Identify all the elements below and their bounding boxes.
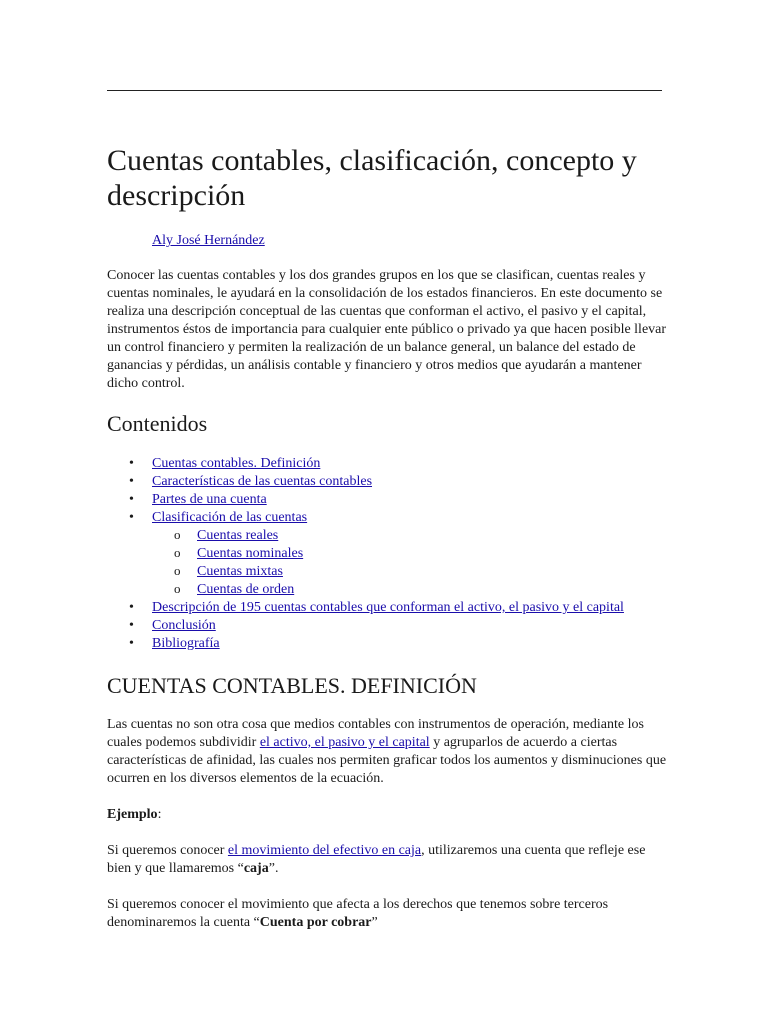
toc-link-descripcion[interactable]: Descripción de 195 cuentas contables que conforman el activo, el pasivo y el capital — [152, 600, 624, 615]
toc-link-reales[interactable]: Cuentas reales — [197, 528, 279, 543]
toc-subitem — [152, 563, 624, 581]
toc-link-orden[interactable]: Cuentas de orden — [197, 582, 295, 597]
definition-text: y agruparlos de acuerdo a ciertas características de afinidad, las cuales nos permiten graficar todos los aumentos y disminuciones que ocurren en los diversos elementos de la ecuación. — [107, 735, 667, 786]
definition-link[interactable]: el activo, el pasivo y el capital — [259, 735, 430, 750]
example1-text: ”. — [268, 861, 279, 876]
example2-text: ” — [371, 915, 378, 930]
example-label-line — [107, 806, 667, 824]
toc-link-nominales[interactable]: Cuentas nominales — [197, 546, 304, 561]
toc-sublist — [152, 527, 624, 599]
toc-subitem — [152, 581, 624, 599]
example-label: Ejemplo — [107, 807, 158, 822]
toc-link-bibliografia[interactable]: Bibliografía — [152, 636, 220, 651]
toc-item — [107, 491, 624, 509]
toc-link-definicion[interactable]: Cuentas contables. Definición — [152, 456, 321, 471]
example1-paragraph — [107, 842, 667, 878]
toc-item — [107, 509, 624, 599]
toc-link-partes[interactable]: Partes de una cuenta — [152, 492, 267, 507]
toc-item — [107, 617, 624, 635]
example2-bold: Cuenta por cobrar — [259, 915, 372, 930]
section-heading: CUENTAS CONTABLES. DEFINICIÓN — [107, 673, 477, 698]
toc-subitem — [152, 545, 624, 563]
toc-link-conclusion[interactable]: Conclusión — [152, 618, 216, 633]
example1-bold: caja — [243, 861, 269, 876]
toc-subitem — [152, 527, 624, 545]
toc-link-caracteristicas[interactable]: Características de las cuentas contables — [152, 474, 373, 489]
table-of-contents — [107, 455, 624, 653]
toc-item — [107, 635, 624, 653]
top-divider — [107, 90, 662, 91]
toc-link-mixtas[interactable]: Cuentas mixtas — [197, 564, 283, 579]
example-colon: : — [157, 807, 162, 822]
document-title: Cuentas contables, clasificación, concepto y descripción — [107, 144, 637, 212]
definition-paragraph — [107, 716, 667, 788]
example1-link[interactable]: el movimiento del efectivo en caja — [227, 843, 422, 858]
example2-text: Si queremos conocer el movimiento que afecta a los derechos que tenemos sobre terceros denominaremos la cuenta “ — [107, 897, 609, 930]
toc-item — [107, 599, 624, 617]
toc-item — [107, 473, 624, 491]
example2-paragraph — [107, 896, 667, 932]
toc-item — [107, 455, 624, 473]
contents-heading: Contenidos — [107, 411, 208, 436]
definition-text: Las cuentas no son otra cosa que medios contables con instrumentos de operación, mediante los cuales podemos subdividir — [107, 717, 644, 750]
author-line — [152, 232, 265, 250]
author-link[interactable]: Aly José Hernández — [152, 233, 265, 248]
intro-paragraph: Conocer las cuentas contables y los dos grandes grupos en los que se clasifican, cuentas reales y cuentas nominales, le ayudará en la consolidación de los estados financieros. En este documento se realiza una descripción conceptual de las cuentas que conforman el activo, el pasivo y el capital, instrumentos éstos de importancia para cualquier ente público o privado ya que hacen posible llevar un control financiero y permiten la realización de un balance general, un balance del estado de ganancias y pérdidas, un análisis contable y financiero y otros medios que ayudarán a mantener dicho control. — [107, 268, 667, 391]
toc-link-clasificacion[interactable]: Clasificación de las cuentas — [152, 510, 308, 525]
example1-text: Si queremos conocer — [107, 843, 228, 858]
example1-text: , utilizaremos una cuenta que refleje ese bien y que llamaremos “ — [107, 843, 646, 876]
